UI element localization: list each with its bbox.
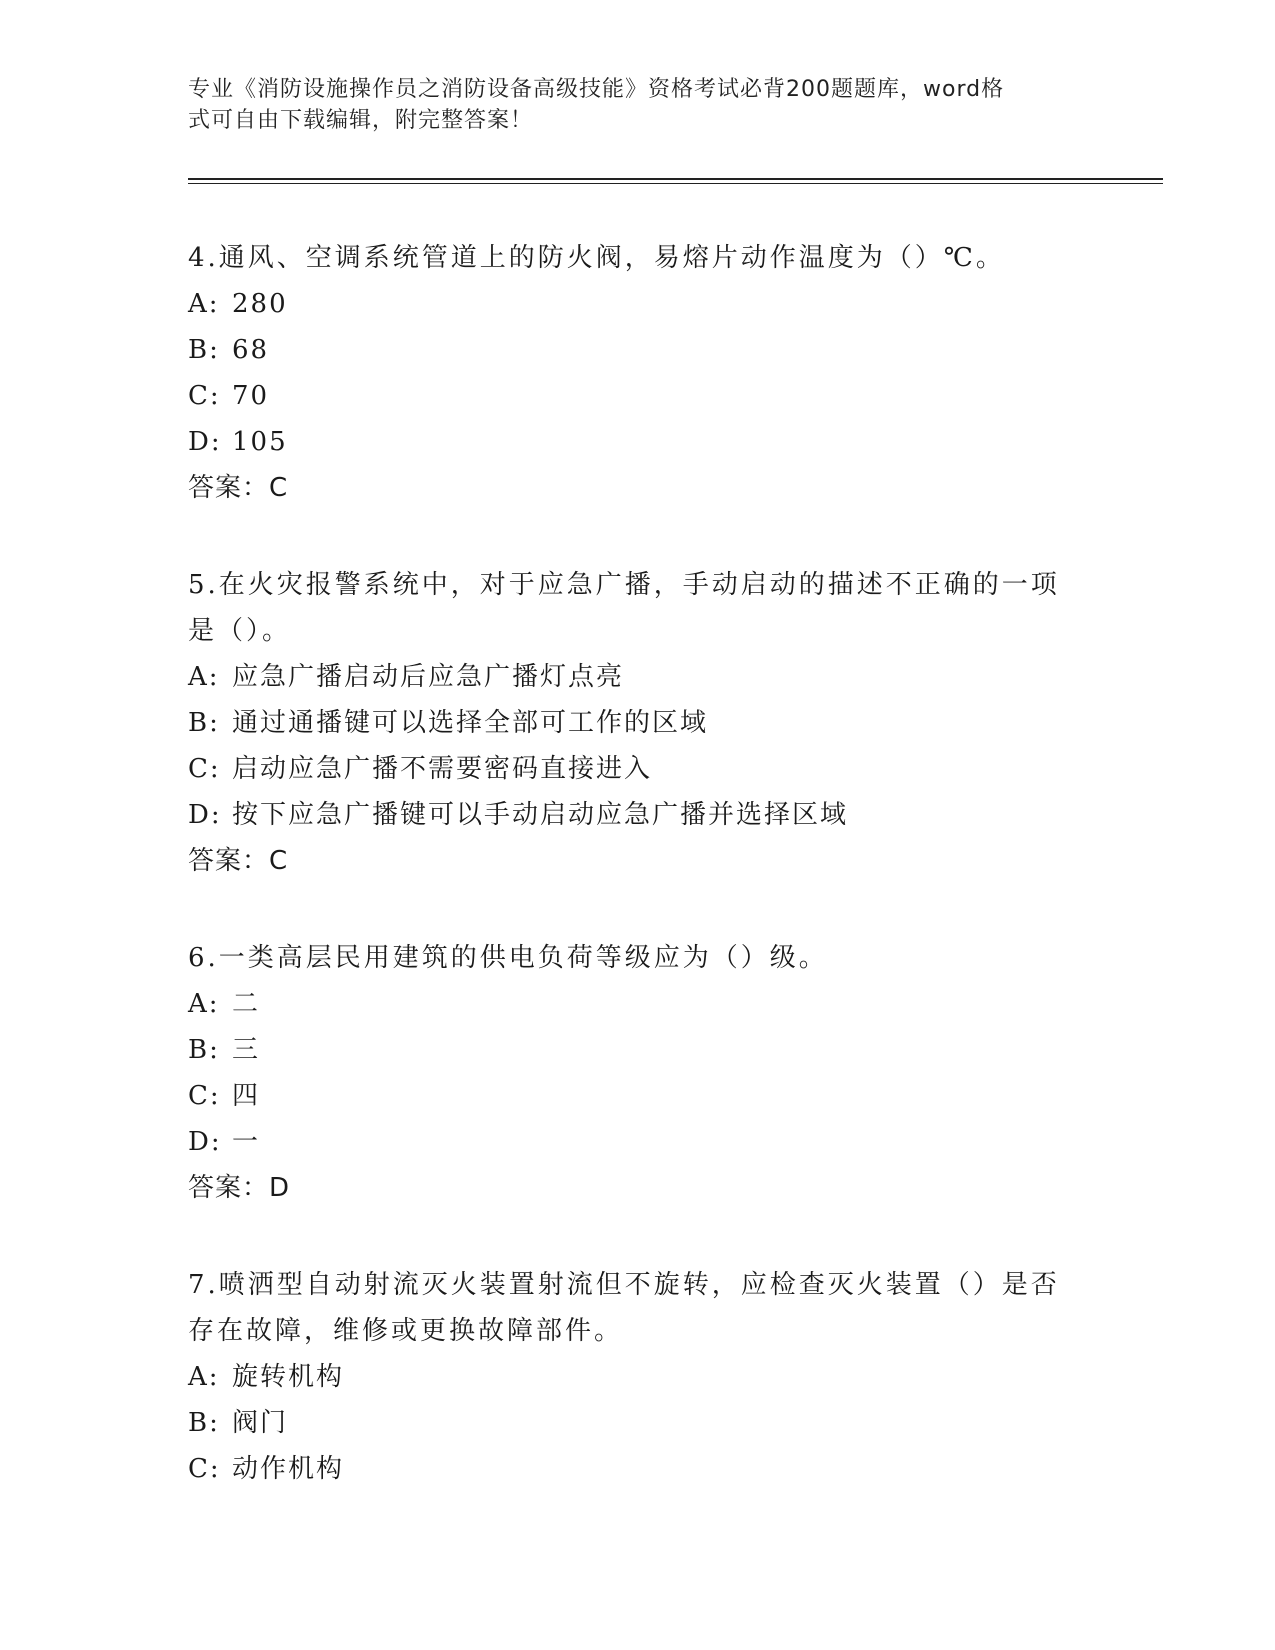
option-key: C: — [188, 1081, 221, 1111]
option-c — [188, 746, 1088, 792]
option-key: A: — [188, 662, 220, 692]
question-stem: 6.一类高层民用建筑的供电负荷等级应为（）级。 — [188, 943, 828, 973]
option-key: C: — [188, 1454, 221, 1484]
option-text: 动作机构 — [232, 1454, 345, 1484]
option-b — [188, 1027, 1088, 1073]
option-key: D: — [188, 1127, 222, 1157]
question-stem: 4.通风、空调系统管道上的防火阀，易熔片动作温度为（）℃。 — [188, 243, 1005, 273]
option-key: A: — [188, 289, 220, 319]
option-b — [188, 327, 1088, 373]
option-text: 二 — [232, 989, 261, 1019]
option-text: 三 — [232, 1035, 261, 1065]
option-text: 四 — [232, 1081, 261, 1111]
document-header — [188, 74, 1068, 136]
option-text: 280 — [232, 289, 288, 319]
option-d — [188, 1119, 1088, 1165]
question-4 — [188, 235, 1088, 511]
answer-line: 答案：C — [188, 473, 289, 503]
option-key: B: — [188, 1035, 220, 1065]
option-text: 启动应急广播不需要密码直接进入 — [232, 754, 653, 784]
option-c — [188, 373, 1088, 419]
header-divider-thick — [188, 178, 1163, 180]
option-text: 105 — [232, 427, 288, 457]
option-d — [188, 419, 1088, 465]
option-text: 一 — [232, 1127, 261, 1157]
option-text: 通过通播键可以选择全部可工作的区域 — [232, 708, 709, 738]
question-stem: 7.喷洒型自动射流灭火装置射流但不旋转，应检查灭火装置（）是否存在故障，维修或更换故障部件。 — [188, 1270, 1060, 1346]
option-key: C: — [188, 381, 221, 411]
question-list — [188, 235, 1088, 1543]
option-c — [188, 1446, 1088, 1492]
option-text: 按下应急广播键可以手动启动应急广播并选择区域 — [232, 800, 849, 830]
question-7 — [188, 1262, 1088, 1492]
option-a — [188, 981, 1088, 1027]
option-key: B: — [188, 708, 220, 738]
option-text: 68 — [232, 335, 270, 365]
option-text: 旋转机构 — [232, 1362, 345, 1392]
option-key: A: — [188, 1362, 220, 1392]
option-b — [188, 700, 1088, 746]
header-divider-thin — [188, 183, 1163, 184]
answer-line: 答案：C — [188, 846, 289, 876]
question-stem: 5.在火灾报警系统中，对于应急广播，手动启动的描述不正确的一项是（）。 — [188, 570, 1060, 646]
question-5 — [188, 562, 1088, 884]
option-a — [188, 654, 1088, 700]
option-b — [188, 1400, 1088, 1446]
header-line-2: 式可自由下载编辑，附完整答案！ — [188, 108, 534, 133]
answer-line: 答案：D — [188, 1173, 291, 1203]
header-line-1: 专业《消防设施操作员之消防设备高级技能》资格考试必背200题题库，word格 — [188, 77, 1005, 102]
option-key: D: — [188, 800, 222, 830]
option-d — [188, 792, 1088, 838]
option-key: C: — [188, 754, 221, 784]
option-text: 70 — [232, 381, 270, 411]
option-key: D: — [188, 427, 222, 457]
option-text: 应急广播启动后应急广播灯点亮 — [232, 662, 625, 692]
option-key: B: — [188, 335, 220, 365]
question-6 — [188, 935, 1088, 1211]
option-key: A: — [188, 989, 220, 1019]
option-c — [188, 1073, 1088, 1119]
option-a — [188, 281, 1088, 327]
option-a — [188, 1354, 1088, 1400]
option-text: 阀门 — [232, 1408, 289, 1438]
option-key: B: — [188, 1408, 220, 1438]
